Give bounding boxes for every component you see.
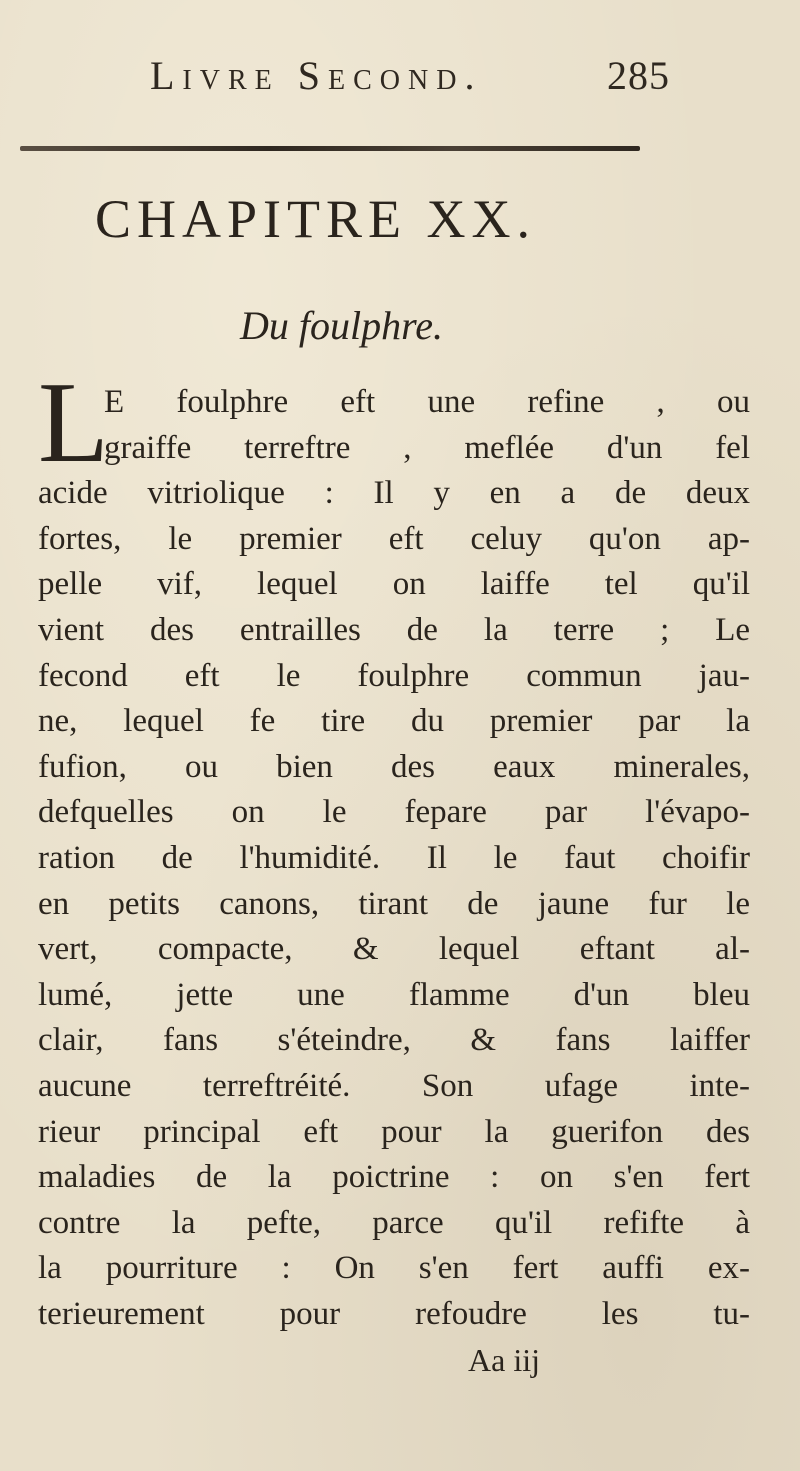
text-line: defquelles on le fepare par l'évapo- [38,794,750,831]
text-line: contre la pefte, parce qu'il refifte à [38,1204,750,1241]
body-text [38,359,750,1337]
text-line: vient des entrailles de la terre ; Le [38,611,750,648]
text-line: la pourriture : On s'en fert auffi ex- [38,1250,750,1287]
drop-cap: L [38,359,109,487]
text-line: fufion, ou bien des eaux minerales, [38,748,750,785]
text-line: aucune terreftréité. Son ufage inte- [38,1067,750,1104]
text-line: rieur principal eft pour la guerifon des [38,1113,750,1150]
text-line: vert, compacte, & lequel eftant al- [38,931,750,968]
chapter-title: CHAPITRE XX. [95,189,537,249]
running-head [150,52,670,102]
text-line: E foulphre eft une refine , ou [104,384,750,420]
text-line: acide vitriolique : Il y en a de deux [38,475,750,512]
text-line: fortes, le premier eft celuy qu'on ap- [38,520,750,557]
text-line: graiffe terreftre , meflée d'un fel [104,429,750,466]
text-line: fecond eft le foulphre commun jau- [38,657,750,694]
text-line: lumé, jette une flamme d'un bleu [38,976,750,1013]
header-rule [20,146,640,151]
chapter-subtitle: Du foulphre. [240,303,443,348]
running-title: Livre Second. [150,53,483,98]
catchword-signature: Aa iij [468,1342,540,1378]
text-line: terieurement pour refoudre les tu- [38,1295,750,1332]
text-line: maladies de la poictrine : on s'en fert [38,1159,750,1196]
page-number: 285 [607,53,670,98]
text-line: en petits canons, tirant de jaune fur le [38,885,750,922]
text-line: pelle vif, lequel on laiffe tel qu'il [38,566,750,603]
text-line: ne, lequel fe tire du premier par la [38,703,750,740]
text-line: ration de l'humidité. Il le faut choifir [38,839,750,876]
text-line: clair, fans s'éteindre, & fans laiffer [38,1022,750,1059]
